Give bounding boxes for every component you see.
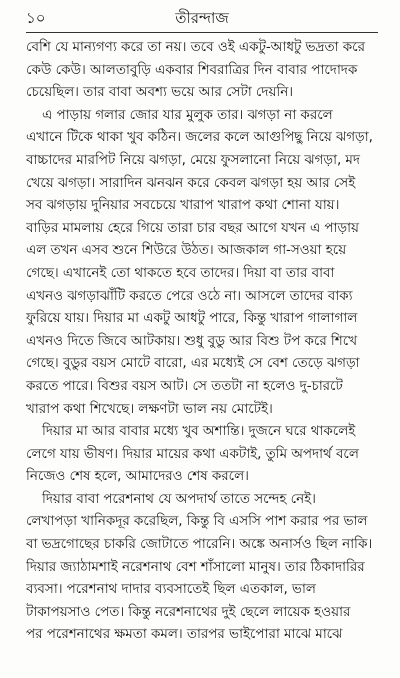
- text-line: চেয়েছিল। তার বাবা অবশ্য ভয়ে আর সেটা দেয়নি।: [26, 84, 294, 101]
- text-line: ব্যবসা। পরেশনাথ দাদার ব্যবসাতেই ছিল এতকাল, ভাল: [26, 581, 316, 598]
- text-line: লেগে যায় ভীষণ। দিয়ার মায়ের কথা একটাই, তুমি অপদার্থ বলে: [26, 445, 359, 462]
- text-line: এল তখন এসব শুনে শিউরে উঠত। আজকাল গা-সওয়া হয়ে: [26, 242, 347, 259]
- text-line: পর পরেশনাথের ক্ষমতা কমল। তারপর ভাইপোরা মাঝে মাঝে: [26, 626, 343, 643]
- page-header: [26, 8, 378, 33]
- text-line: এখনও দিতে জিবে আটকায়। শুধু বুডু আর বিশু টপ করে শিখে: [26, 332, 358, 349]
- text-line: করতে পারে। বিশুর বয়স আট। সে ততটা না হলেও দু-চারটে: [26, 377, 343, 394]
- running-title: তীরন্দাজ: [175, 9, 229, 27]
- text-line: খেয়ে ঝগড়া। সারাদিন ঝনঝন করে কেবল ঝগড়া হয় আর সেই: [26, 174, 356, 191]
- text-line: বা ভদ্রগোছের চাকরি জোটাতে পারেনি। অঙ্কে অনার্সও ছিল নাকি।: [26, 536, 373, 553]
- text-line: গেছে। বুডুর বয়স মোটে বারো, এর মধ্যেই সে বেশ তেড়ে ঝগড়া: [26, 355, 360, 372]
- text-line: এখনও ঝগড়াঝাঁটি করতে পেরে ওঠে না। আসলে তাদের বাক্য: [26, 287, 353, 304]
- text-line: খারাপ কথা শিখেছে। লক্ষণটা ভাল নয় মোটেই।: [26, 400, 273, 417]
- text-line: দিয়ার মা আর বাবার মধ্যে খুব অশান্তি। দুজনে ঘরে থাকলেই: [42, 423, 356, 440]
- text-line: বেশি যে মান্যগণ্য করে তা নয়। তবে ওই একটু-আধটু ভদ্রতা করে: [26, 39, 365, 55]
- text-line: লেখাপড়া খানিকদূর করেছিল, কিন্তু বি এসসি পাশ করার পর ভাল: [26, 513, 368, 530]
- text-line: কেউ কেউ। আলতাবুড়ি একবার শিবরাত্রির দিন বাবার পাদোদক: [26, 61, 358, 78]
- text-line: সব ঝগড়ায় দুনিয়ার সবচেয়ে খারাপ খারাপ কথা শোনা যায়।: [26, 197, 340, 214]
- text-line: দিয়ার বাবা পরেশনাথ যে অপদার্থ তাতে সন্দেহ নেই।: [42, 490, 316, 507]
- text-line: নিজেও শেষ হলে, আমাদেরও শেষ করলে।: [26, 468, 249, 485]
- text-line: বাচ্চাদের মারপিট নিয়ে ঝগড়া, মেয়ে ফুসলানো নিয়ে ঝগড়া, মদ: [26, 151, 360, 168]
- text-line: টাকাপয়সাও পেত। কিন্তু নরেশনাথের দুই ছেলে লায়েক হওয়ার: [26, 603, 351, 620]
- text-line: এখানে টিকে থাকা খুব কঠিন। জলের কলে আগুপিছু নিয়ে ঝগড়া,: [26, 129, 373, 146]
- text-line: ফুরিয়ে যায়। দিয়ার মা একটু আধটু পারে, কিন্তু খারাপ গালাগাল: [26, 310, 358, 327]
- text-line: বাড়ির মামলায় হেরে গিয়ে তারা চার বছর আগে যখন এ পাড়ায়: [26, 219, 359, 236]
- text-line: গেছে। এখানেই তো থাকতে হবে তাদের। দিয়া বা তার বাবা: [26, 264, 335, 281]
- page-number: ১০: [26, 9, 46, 27]
- text-line: দিয়ার জ্যাঠামশাই নরেশনাথ বেশ শাঁসালো মানুষ। তার ঠিকাদারির: [26, 558, 365, 575]
- body-text: [26, 36, 378, 646]
- text-line: এ পাড়ায় গলার জোর যার মুলুক তার। ঝগড়া না করলে: [42, 106, 333, 123]
